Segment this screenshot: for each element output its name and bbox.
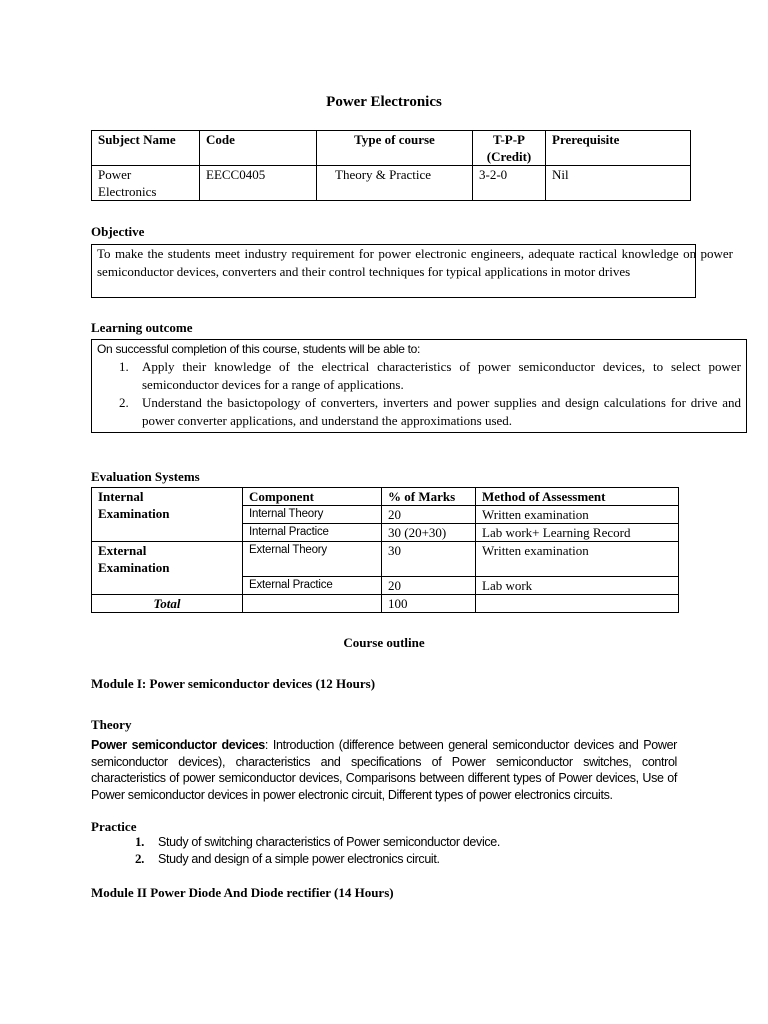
component-cell: Internal Practice	[243, 524, 382, 542]
learning-outcome-intro: On successful completion of this course, students will be able to:	[97, 342, 421, 356]
cell-subject-name: Power Electronics	[92, 166, 200, 201]
theory-heading: Theory	[91, 717, 132, 732]
list-number: 2.	[135, 850, 145, 866]
list-text: Understand the basictopology of converters, inverters and power supplies and design calculations for drive and power converter applications, and understand the approximations used.	[142, 395, 741, 428]
marks-cell: 30 (20+30)	[382, 524, 476, 542]
list-number: 2.	[119, 395, 129, 410]
marks-cell: 30	[382, 542, 476, 577]
internal-examination-label: Internal Examination	[92, 488, 243, 542]
header-code: Code	[200, 131, 317, 166]
list-number: 1.	[135, 834, 145, 849]
module2-heading: Module II Power Diode And Diode rectifier (14 Hours)	[91, 885, 394, 900]
marks-cell: 20	[382, 506, 476, 524]
list-number: 1.	[119, 359, 129, 374]
list-item	[91, 834, 677, 851]
objective-heading: Objective	[91, 224, 145, 239]
total-empty-cell	[476, 595, 679, 613]
evaluation-heading: Evaluation Systems	[91, 469, 200, 484]
practice-heading: Practice	[91, 819, 137, 834]
list-item	[97, 394, 741, 430]
header-method-of-assessment: Method of Assessment	[476, 488, 679, 506]
learning-outcome-list	[97, 358, 741, 430]
subject-table-header	[92, 131, 691, 166]
subject-table	[91, 130, 691, 201]
total-empty-cell	[243, 595, 382, 613]
external-examination-label: External Examination	[92, 542, 243, 595]
table-row	[92, 488, 679, 506]
total-value: 100	[382, 595, 476, 613]
list-text: Study and design of a simple power electronics circuit.	[158, 851, 440, 866]
list-item	[97, 358, 741, 394]
subject-table-row	[92, 166, 691, 201]
method-cell: Written examination	[476, 506, 679, 524]
objective-text: To make the students meet industry requirement for power electronic engineers, adequate ractical knowledge on power semiconductor devices, converters and their control techniques for typical applications in motor drives	[97, 246, 733, 279]
theory-lead: Power semiconductor devices	[91, 738, 265, 752]
page-title: Power Electronics	[326, 94, 442, 110]
list-text: Apply their knowledge of the electrical characteristics of power semiconductor devices, to select power semiconductor devices for a range of applications.	[142, 359, 741, 392]
component-cell: Internal Theory	[243, 506, 382, 524]
header-percent-marks: % of Marks	[382, 488, 476, 506]
component-cell: External Theory	[243, 542, 382, 577]
method-cell: Lab work+ Learning Record	[476, 524, 679, 542]
cell-type-of-course: Theory & Practice	[317, 166, 473, 201]
header-prerequisite: Prerequisite	[546, 131, 691, 166]
theory-paragraph	[91, 737, 677, 803]
evaluation-table	[91, 487, 679, 613]
method-cell: Lab work	[476, 577, 679, 595]
header-component: Component	[243, 488, 382, 506]
theory-text: : Introduction (difference between general semiconductor devices and Power semiconductor devices), characteristics and specifications of Power semiconductor switches, control characteristics of power semiconductor devices, Comparisons between different types of Power devices, Use of Power semiconductor devices in power electronic circuit, Different types of power electronics circuits.	[91, 738, 677, 802]
table-row	[92, 542, 679, 577]
learning-outcome-heading: Learning outcome	[91, 320, 193, 335]
cell-prerequisite: Nil	[546, 166, 691, 201]
cell-code: EECC0405	[200, 166, 317, 201]
course-outline-heading: Course outline	[343, 635, 425, 650]
header-subject-name: Subject Name	[92, 131, 200, 166]
list-text: Study of switching characteristics of Power semiconductor device.	[158, 835, 500, 849]
method-cell: Written examination	[476, 542, 679, 577]
list-item	[91, 851, 677, 868]
cell-tpp-credit: 3-2-0	[473, 166, 546, 201]
practice-list	[91, 834, 677, 867]
total-label: Total	[92, 595, 243, 613]
header-tpp-credit: T-P-P (Credit)	[473, 131, 546, 166]
table-row	[92, 595, 679, 613]
header-type-of-course: Type of course	[317, 131, 473, 166]
marks-cell: 20	[382, 577, 476, 595]
component-cell: External Practice	[243, 577, 382, 595]
module1-heading: Module I: Power semiconductor devices (12 Hours)	[91, 676, 376, 691]
